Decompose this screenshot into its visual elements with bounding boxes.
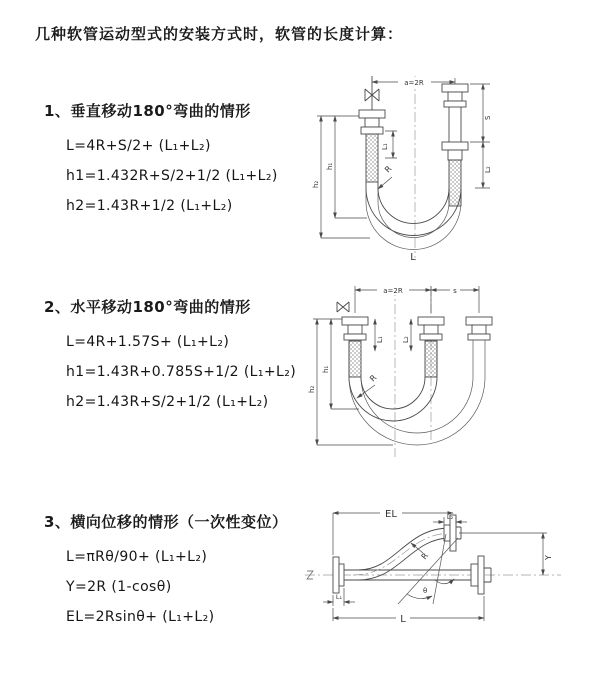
left-flange bbox=[333, 557, 344, 593]
section-1-formulas bbox=[66, 131, 278, 221]
braided-hose-section bbox=[449, 160, 461, 206]
section-horizontal-movement bbox=[44, 296, 296, 417]
dim-label-y: Y bbox=[544, 555, 553, 560]
dim-label-l2: L₂ bbox=[484, 166, 492, 173]
dim-label-h1: h₁ bbox=[322, 365, 330, 373]
dim-label-l2: L₂ bbox=[446, 513, 454, 521]
right-fitting-lower-position bbox=[442, 142, 468, 206]
diagram-vertical-180-bend bbox=[295, 68, 550, 264]
dim-label-l1: L₁ bbox=[335, 593, 343, 601]
braided-hose-section bbox=[366, 134, 378, 182]
formula-line: h2=1.43R+S/2+1/2 (L₁+L₂) bbox=[66, 394, 269, 410]
dim-label-l: L bbox=[400, 614, 406, 625]
middle-fitting bbox=[418, 317, 444, 377]
page-title: 几种软管运动型式的安装方式时，软管的长度计算： bbox=[35, 25, 404, 43]
dim-label-h2: h₂ bbox=[312, 180, 320, 188]
s-curve-hose bbox=[353, 528, 452, 580]
dim-label-s: S bbox=[484, 115, 492, 120]
length-label: L bbox=[410, 252, 416, 263]
section-3-formulas bbox=[66, 542, 287, 632]
left-fitting bbox=[342, 317, 368, 377]
dim-label-l2: L₂ bbox=[402, 336, 410, 343]
angle-label: θ bbox=[423, 587, 428, 595]
hose-u-bend bbox=[366, 182, 461, 250]
radius-label: R bbox=[368, 373, 379, 384]
section-2-heading: 2、水平移动180°弯曲的情形 bbox=[44, 298, 251, 316]
diagram-lateral-displacement bbox=[303, 500, 571, 640]
formula-line: L=4R+S/2+ (L₁+L₂) bbox=[66, 138, 211, 154]
right-fitting-displaced bbox=[466, 317, 492, 340]
braided-hose-section bbox=[349, 341, 361, 377]
valve-icon bbox=[337, 302, 349, 312]
dim-label-l1: L₁ bbox=[376, 336, 384, 343]
formula-line: h1=1.432R+S/2+1/2 (L₁+L₂) bbox=[66, 168, 278, 184]
diagram-horizontal-180-bend bbox=[303, 281, 558, 463]
formula-line: Y=2R (1-cosθ) bbox=[66, 579, 172, 595]
dim-label-s: s bbox=[453, 287, 457, 295]
braided-hose-section bbox=[425, 341, 437, 377]
dim-label-el: EL bbox=[385, 509, 397, 520]
radius-label: R bbox=[383, 164, 394, 175]
section-2-formulas bbox=[66, 327, 296, 417]
section-1-heading: 1、垂直移动180°弯曲的情形 bbox=[44, 102, 251, 120]
right-fitting-upper-position bbox=[442, 84, 468, 107]
formula-line: L=πRθ/90+ (L₁+L₂) bbox=[66, 549, 208, 565]
section-vertical-movement bbox=[44, 100, 278, 221]
section-3-heading: 3、横向位移的情形（一次性变位） bbox=[44, 513, 288, 531]
formula-line: L=4R+1.57S+ (L₁+L₂) bbox=[66, 334, 230, 350]
formula-line: h1=1.43R+0.785S+1/2 (L₁+L₂) bbox=[66, 364, 297, 380]
formula-line: EL=2Rsinθ+ (L₁+L₂) bbox=[66, 609, 215, 625]
radius-label: R bbox=[419, 551, 431, 562]
formula-line: h2=1.43R+1/2 (L₁+L₂) bbox=[66, 198, 233, 214]
hose-u-bend bbox=[349, 340, 485, 445]
dim-label-h1: h₁ bbox=[326, 162, 334, 170]
dim-label-h2: h₂ bbox=[308, 385, 316, 393]
dim-label-a2r: a=2R bbox=[404, 79, 424, 87]
dim-label-a2r: a=2R bbox=[383, 287, 403, 295]
dim-label-l1: L₁ bbox=[381, 143, 389, 150]
section-lateral-displacement bbox=[44, 511, 287, 632]
valve-icon bbox=[365, 76, 379, 110]
